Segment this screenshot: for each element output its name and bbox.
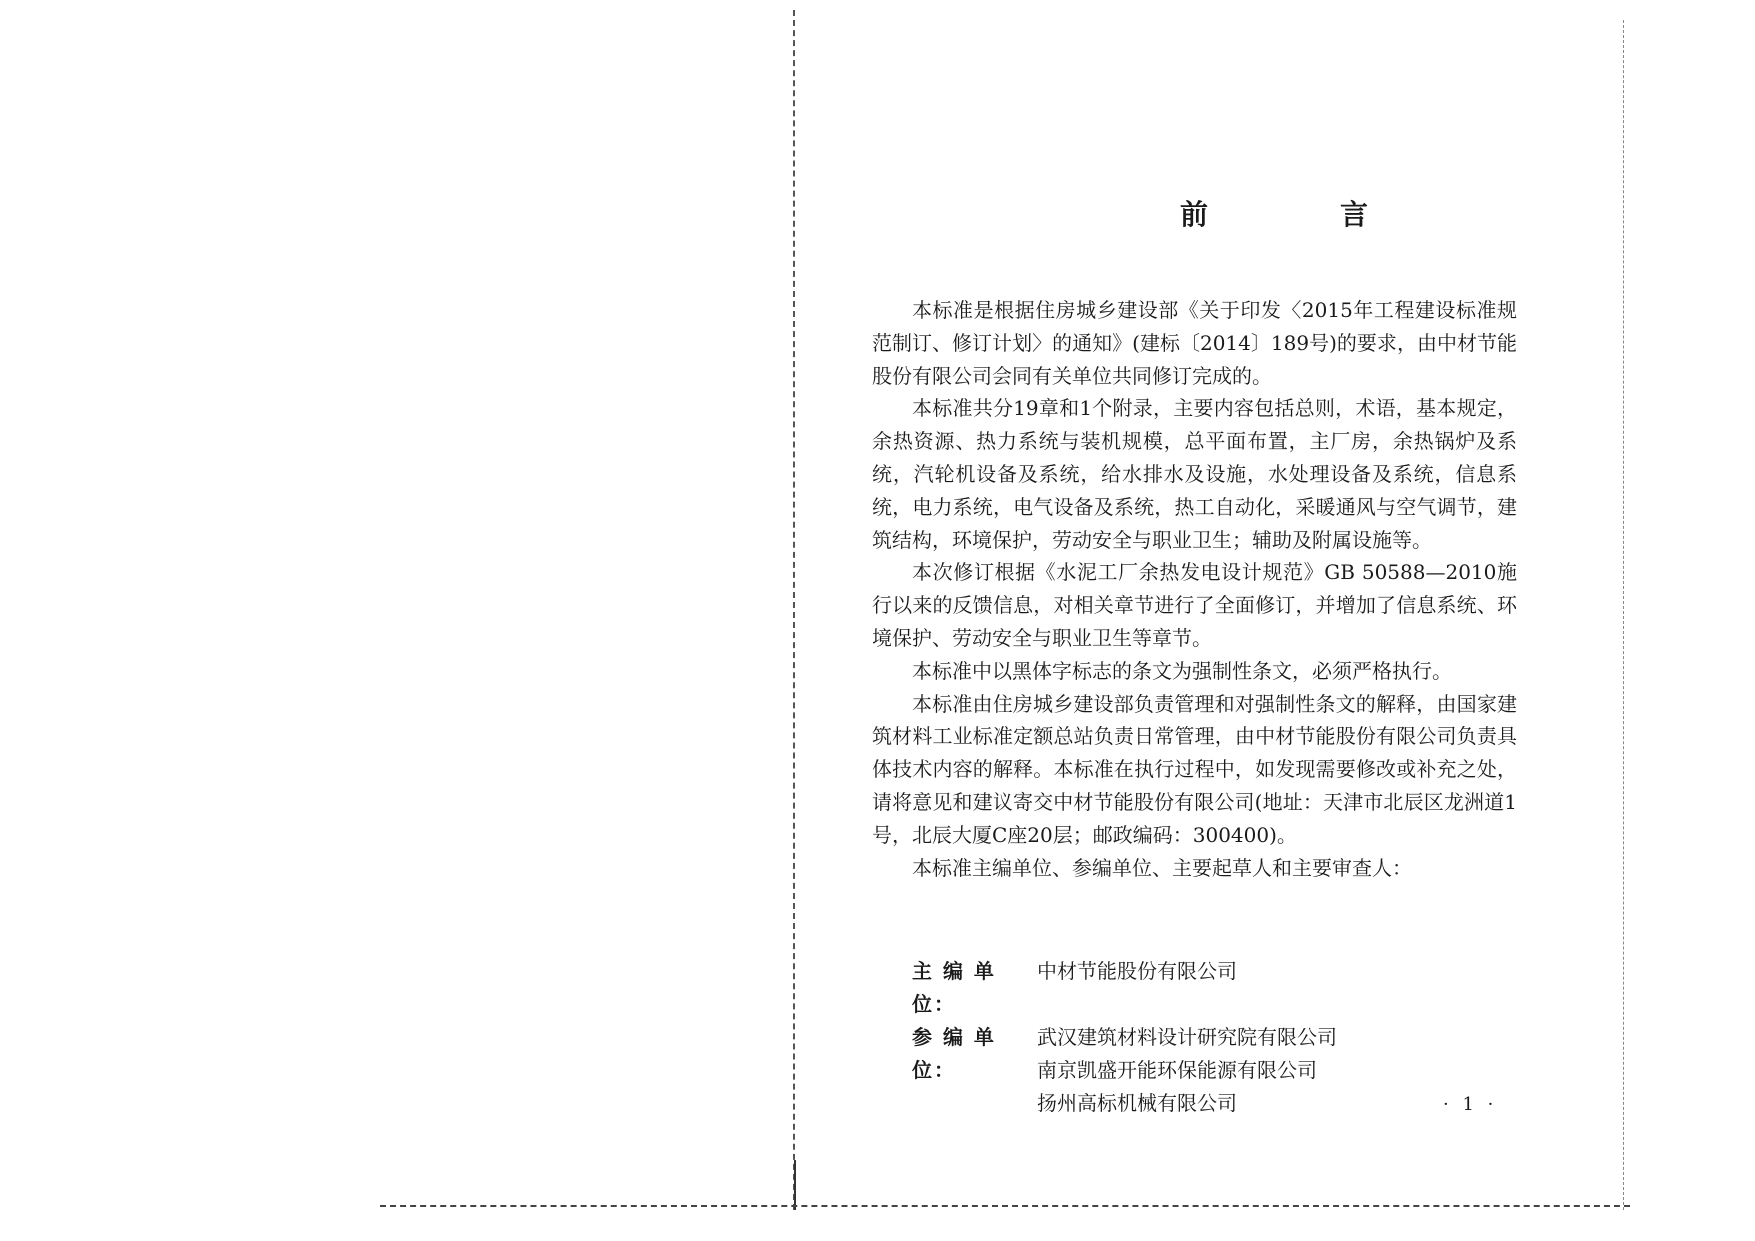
chief-unit-name: 中材节能股份有限公司 — [1037, 959, 1237, 983]
participating-unit-name: 扬州高标机械有限公司 — [1037, 1091, 1237, 1115]
chief-unit-row — [872, 955, 1517, 1021]
participating-units-label: 参 编 单 位： — [912, 1025, 996, 1082]
paragraph: 本标准共分19章和1个附录，主要内容包括总则，术语，基本规定，余热资源、热力系统与装机规模，总平面布置，主厂房，余热锅炉及系统，汽轮机设备及系统，给水排水及设施，水处理设备及系统，信息系统，电力系统，电气设备及系统，热工自动化，采暖通风与空气调节，建筑结构，环境保护，劳动安全与职业卫生；辅助及附属设施等。 — [872, 396, 1517, 552]
page-edge-line — [1623, 20, 1624, 1210]
page-title: 前 言 — [1179, 198, 1420, 231]
blank-left-page — [0, 0, 795, 1241]
paragraph: 本标准主编单位、参编单位、主要起草人和主要审查人： — [912, 855, 1412, 880]
paragraph: 本次修订根据《水泥工厂余热发电设计规范》GB 50588—2010施行以来的反馈信息，对相关章节进行了全面修订，并增加了信息系统、环境保护、劳动安全与职业卫生等章节。 — [872, 560, 1517, 650]
paragraph: 本标准由住房城乡建设部负责管理和对强制性条文的解释，由国家建筑材料工业标准定额总站负责日常管理，由中材节能股份有限公司负责具体技术内容的解释。本标准在执行过程中，如发现需要修改或补充之处，请将意见和建议寄交中材节能股份有限公司(地址：天津市北辰区龙洲道1号，北辰大厦C座20层；邮政编码：300400)。 — [872, 691, 1517, 847]
page-number: · 1 · — [1443, 1094, 1498, 1115]
foreword-body — [872, 294, 1517, 884]
paragraph: 本标准是根据住房城乡建设部《关于印发〈2015年工程建设标准规范制订、修订计划〉的通知》(建标〔2014〕189号)的要求，由中材节能股份有限公司会同有关单位共同修订完成的。 — [872, 298, 1517, 388]
participating-unit-name: 南京凯盛开能环保能源有限公司 — [1037, 1058, 1317, 1082]
foreword-page — [800, 0, 1620, 1241]
units-list — [872, 955, 1517, 1120]
gutter-mark — [794, 1160, 796, 1210]
paragraph: 本标准中以黑体字标志的条文为强制性条文，必须严格执行。 — [912, 658, 1452, 683]
chief-unit-label: 主 编 单 位： — [912, 959, 996, 1016]
participating-unit-name: 武汉建筑材料设计研究院有限公司 — [1037, 1025, 1337, 1049]
gutter-line — [793, 10, 795, 1210]
participating-units-row — [872, 1021, 1517, 1120]
